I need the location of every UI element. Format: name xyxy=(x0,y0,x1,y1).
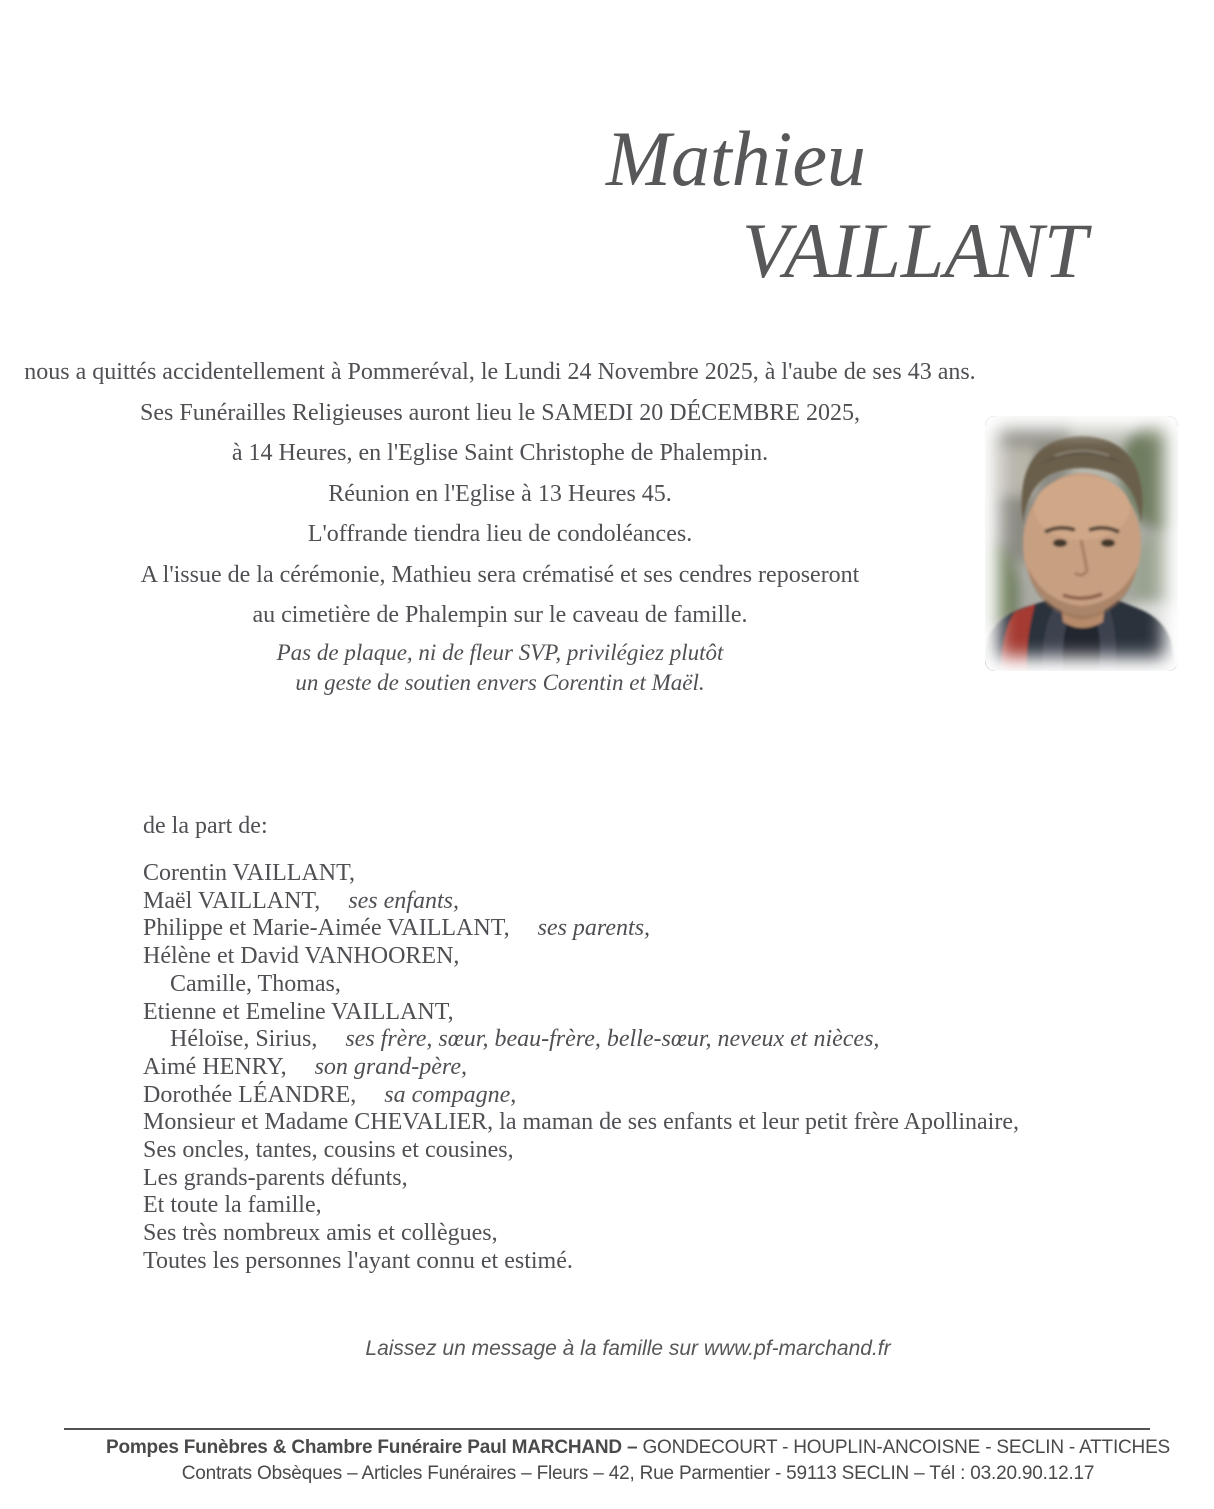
family-member-row xyxy=(143,1192,1019,1220)
footer-divider xyxy=(64,1428,1150,1430)
family-member-relation: ses parents, xyxy=(537,915,651,942)
donation-request-line: Pas de plaque, ni de fleur SVP, privilégiez plutôt xyxy=(276,640,724,665)
family-member-names: Etienne et Emeline VAILLANT, xyxy=(143,998,454,1025)
family-member-names: Corentin VAILLANT, xyxy=(143,860,355,886)
family-member-relation: son grand-père, xyxy=(314,1053,468,1080)
portrait-photo xyxy=(985,416,1178,671)
announcement-line: Réunion en l'Eglise à 13 Heures 45. xyxy=(328,480,672,507)
family-member-row xyxy=(143,915,1019,943)
family-member-relation: sa compagne, xyxy=(384,1081,517,1108)
portrait-illustration xyxy=(985,416,1178,671)
family-member-row xyxy=(143,943,1019,971)
family-member-names: Et toute la famille, xyxy=(143,1192,322,1219)
funeral-home-name: Pompes Funèbres & Chambre Funéraire Paul MARCHAND – xyxy=(105,1437,638,1458)
family-member-names: Les grands-parents défunts, xyxy=(143,1164,408,1191)
family-section xyxy=(143,812,1019,1276)
donation-request-line: un geste de soutien envers Corentin et Maël. xyxy=(295,670,705,695)
family-member-names: Toutes les personnes l'ayant connu et estimé. xyxy=(143,1247,573,1274)
footer xyxy=(0,1435,1214,1487)
family-member-names: Camille, Thomas, xyxy=(170,970,341,997)
family-member-row xyxy=(143,1026,1019,1054)
family-member-row xyxy=(143,1220,1019,1248)
family-member-names: Dorothée LÉANDRE, xyxy=(143,1081,357,1108)
family-member-row xyxy=(143,888,1019,916)
funeral-home-line xyxy=(62,1435,1214,1461)
family-member-relation: ses frère, sœur, beau-frère, belle-sœur, neveux et nièces, xyxy=(345,1026,880,1053)
family-member-names: Ses oncles, tantes, cousins et cousines, xyxy=(143,1137,514,1164)
family-member-relation: ses enfants, xyxy=(348,887,459,914)
family-member-row xyxy=(143,1109,1019,1137)
family-member-names: Monsieur et Madame CHEVALIER, la maman de ses enfants et leur petit frère Apollinaire, xyxy=(143,1109,1019,1136)
announcement-block xyxy=(0,352,1000,636)
deceased-first-name: Mathieu xyxy=(606,115,866,202)
guestbook-message: Laissez un message à la famille sur www.pf-marchand.fr xyxy=(365,1337,891,1360)
family-heading: de la part de: xyxy=(143,813,268,839)
donation-request xyxy=(0,638,1000,698)
announcement-intro: nous a quittés accidentellement à Pommeréval, le Lundi 24 Novembre 2025, à l'aube de ses 43 ans. xyxy=(24,359,976,385)
announcement-line: au cimetière de Phalempin sur le caveau de famille. xyxy=(252,602,748,628)
family-member-row xyxy=(143,971,1019,999)
deceased-last-name: VAILLANT xyxy=(742,207,1088,294)
announcement-line: Ses Funérailles Religieuses auront lieu le SAMEDI 20 DÉCEMBRE 2025, xyxy=(140,399,860,426)
family-member-names: Héloïse, Sirius, xyxy=(170,1026,318,1053)
family-member-row xyxy=(143,1054,1019,1082)
family-member-row xyxy=(143,1248,1019,1276)
announcement-line: A l'issue de la cérémonie, Mathieu sera crématisé et ses cendres reposeront xyxy=(140,561,860,588)
family-member-row xyxy=(143,1082,1019,1110)
family-member-row xyxy=(143,999,1019,1027)
family-member-names: Maël VAILLANT, xyxy=(143,887,321,914)
funeral-home-locations: GONDECOURT - HOUPLIN-ANCOISNE - SECLIN - ATTICHES xyxy=(637,1437,1171,1458)
family-member-names: Ses très nombreux amis et collègues, xyxy=(143,1220,498,1247)
family-member-row xyxy=(143,1137,1019,1165)
family-member-names: Philippe et Marie-Aimée VAILLANT, xyxy=(143,915,510,942)
family-member-row xyxy=(143,860,1019,888)
announcement-line: à 14 Heures, en l'Eglise Saint Christophe de Phalempin. xyxy=(231,440,769,466)
family-list xyxy=(143,860,1019,1276)
funeral-home-details: Contrats Obsèques – Articles Funéraires – Fleurs – 42, Rue Parmentier - 59113 SECLIN – Tél : 03.20.90.12.17 xyxy=(181,1463,1095,1484)
family-member-names: Aimé HENRY, xyxy=(143,1053,287,1080)
announcement-line: L'offrande tiendra lieu de condoléances. xyxy=(307,521,693,547)
family-member-row xyxy=(143,1165,1019,1193)
family-member-names: Hélène et David VANHOOREN, xyxy=(143,943,460,970)
